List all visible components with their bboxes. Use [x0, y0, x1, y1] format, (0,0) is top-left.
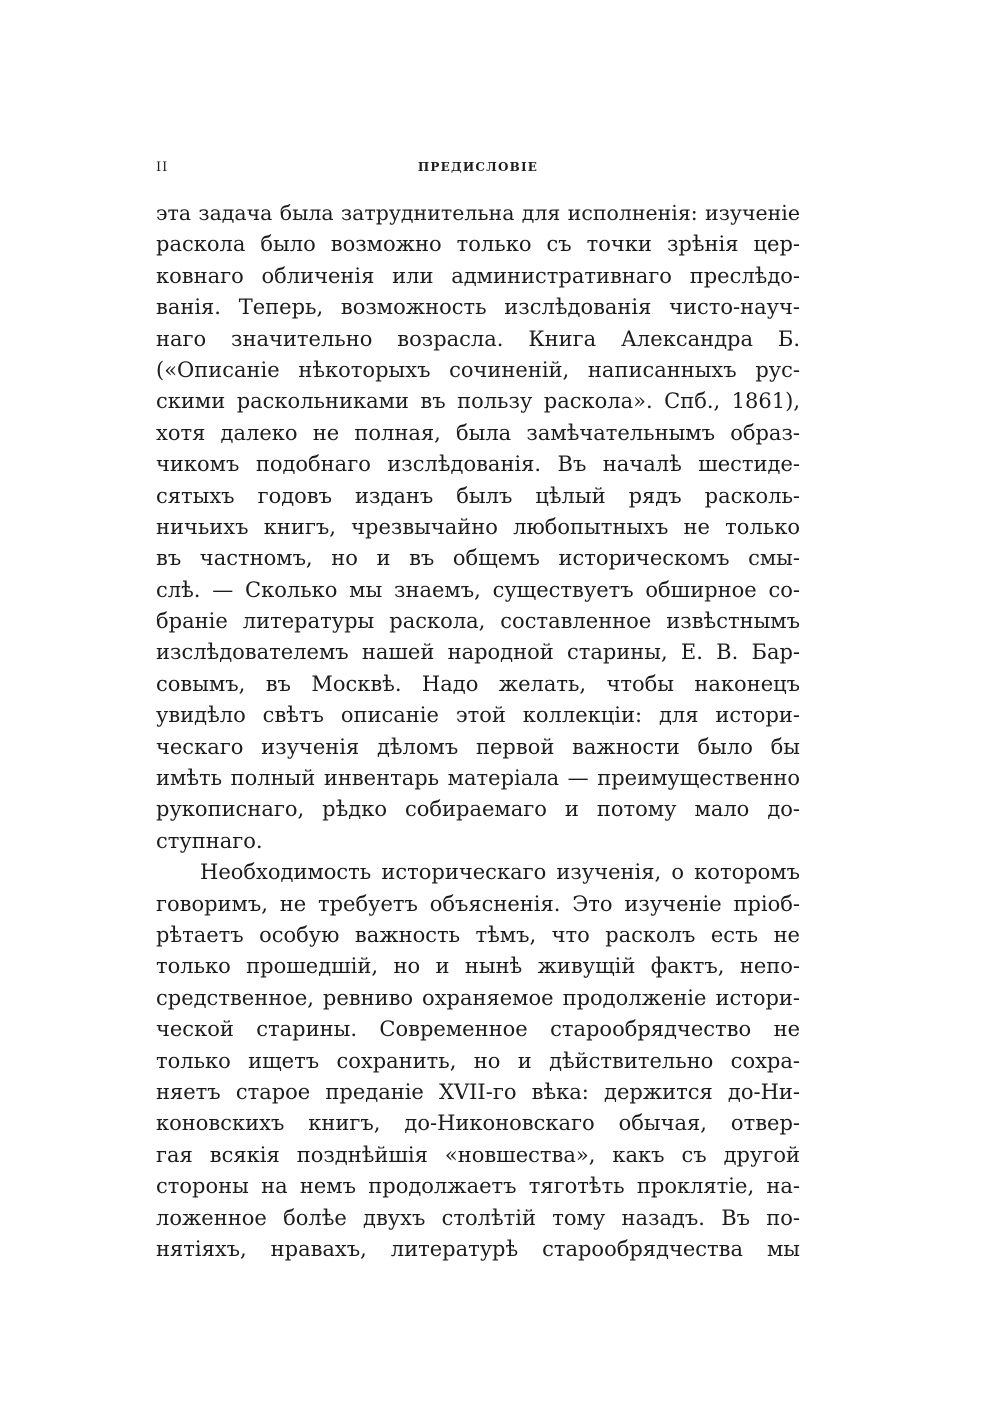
- running-head: [156, 160, 800, 180]
- text-line: слѣ. — Сколько мы знаемъ, существуетъ обширное со-: [156, 577, 800, 602]
- text-line: наго значительно возрасла. Книга Александра Б.: [156, 326, 800, 351]
- text-line: Необходимость историческаго изученія, о которомъ: [200, 860, 800, 885]
- text-line: говоримъ, не требуетъ объясненія. Это изученіе пріоб-: [156, 891, 800, 916]
- text-line: ложенное болѣе двухъ столѣтій тому назадъ. Въ по-: [156, 1205, 800, 1230]
- text-line: ческаго изученія дѣломъ первой важности было бы: [156, 734, 800, 759]
- text-line: чикомъ подобнаго изслѣдованія. Въ началѣ шестиде-: [156, 452, 800, 477]
- text-line: ческой старины. Современное старообрядчество не: [156, 1017, 800, 1042]
- text-line: рѣтаетъ особую важность тѣмъ, что расколъ есть не: [156, 922, 800, 947]
- text-line: коновскихъ книгъ, до-Никоновскаго обычая, отвер-: [156, 1111, 800, 1136]
- text-line: стороны на немъ продолжаетъ тяготѣть проклятіе, на-: [156, 1174, 800, 1199]
- text-line: совымъ, въ Москвѣ. Надо желать, чтобы наконецъ: [156, 671, 800, 696]
- body-text: [156, 198, 800, 1265]
- running-title: ПРЕДИСЛОВІЕ: [417, 160, 539, 174]
- text-line: ковнаго обличенія или административнаго преслѣдо-: [156, 263, 800, 288]
- text-line: только ищетъ сохранить, но и дѣйствительно сохра-: [156, 1048, 800, 1073]
- text-line: въ частномъ, но и въ общемъ историческомъ смы-: [156, 546, 800, 571]
- text-line: браніе литературы раскола, составленное извѣстнымъ: [156, 609, 800, 634]
- text-line: увидѣло свѣтъ описаніе этой коллекціи: для истори-: [156, 703, 800, 728]
- text-line: сятыхъ годовъ изданъ былъ цѣлый рядъ расколь-: [156, 483, 800, 508]
- text-line: эта задача была затруднительна для исполненія: изученіе: [156, 201, 800, 225]
- text-line: гая всякія позднѣйшія «новшества», какъ съ другой: [156, 1142, 800, 1167]
- page-number: II: [156, 160, 169, 175]
- text-line: раскола было возможно только съ точки зрѣнія цер-: [156, 232, 800, 257]
- text-line: ступнаго.: [156, 828, 263, 853]
- text-line: няетъ старое преданіе XVII-го вѣка: держится до-Ни-: [156, 1079, 800, 1104]
- text-line: ничьихъ книгъ, чрезвычайно любопытныхъ не только: [156, 514, 800, 539]
- text-line: («Описаніе нѣкоторыхъ сочиненій, написанныхъ рус-: [156, 357, 800, 382]
- text-line: только прошедшій, но и нынѣ живущій фактъ, непо-: [156, 954, 800, 979]
- text-line: хотя далеко не полная, была замѣчательнымъ образ-: [156, 420, 800, 445]
- text-line: имѣть полный инвентарь матеріала — преимущественно: [156, 766, 800, 791]
- text-line: ванія. Теперь, возможность изслѣдованія чисто-науч-: [156, 295, 800, 320]
- text-line: изслѣдователемъ нашей народной старины, Е. В. Бар-: [156, 640, 800, 665]
- text-line: рукописнаго, рѣдко собираемаго и потому мало до-: [156, 797, 800, 822]
- text-line: скими раскольниками въ пользу раскола». Спб., 1861),: [156, 389, 800, 414]
- text-line: нятіяхъ, нравахъ, литературѣ старообрядчества мы: [156, 1236, 800, 1261]
- text-line: средственное, ревниво охраняемое продолженіе истори-: [156, 985, 800, 1010]
